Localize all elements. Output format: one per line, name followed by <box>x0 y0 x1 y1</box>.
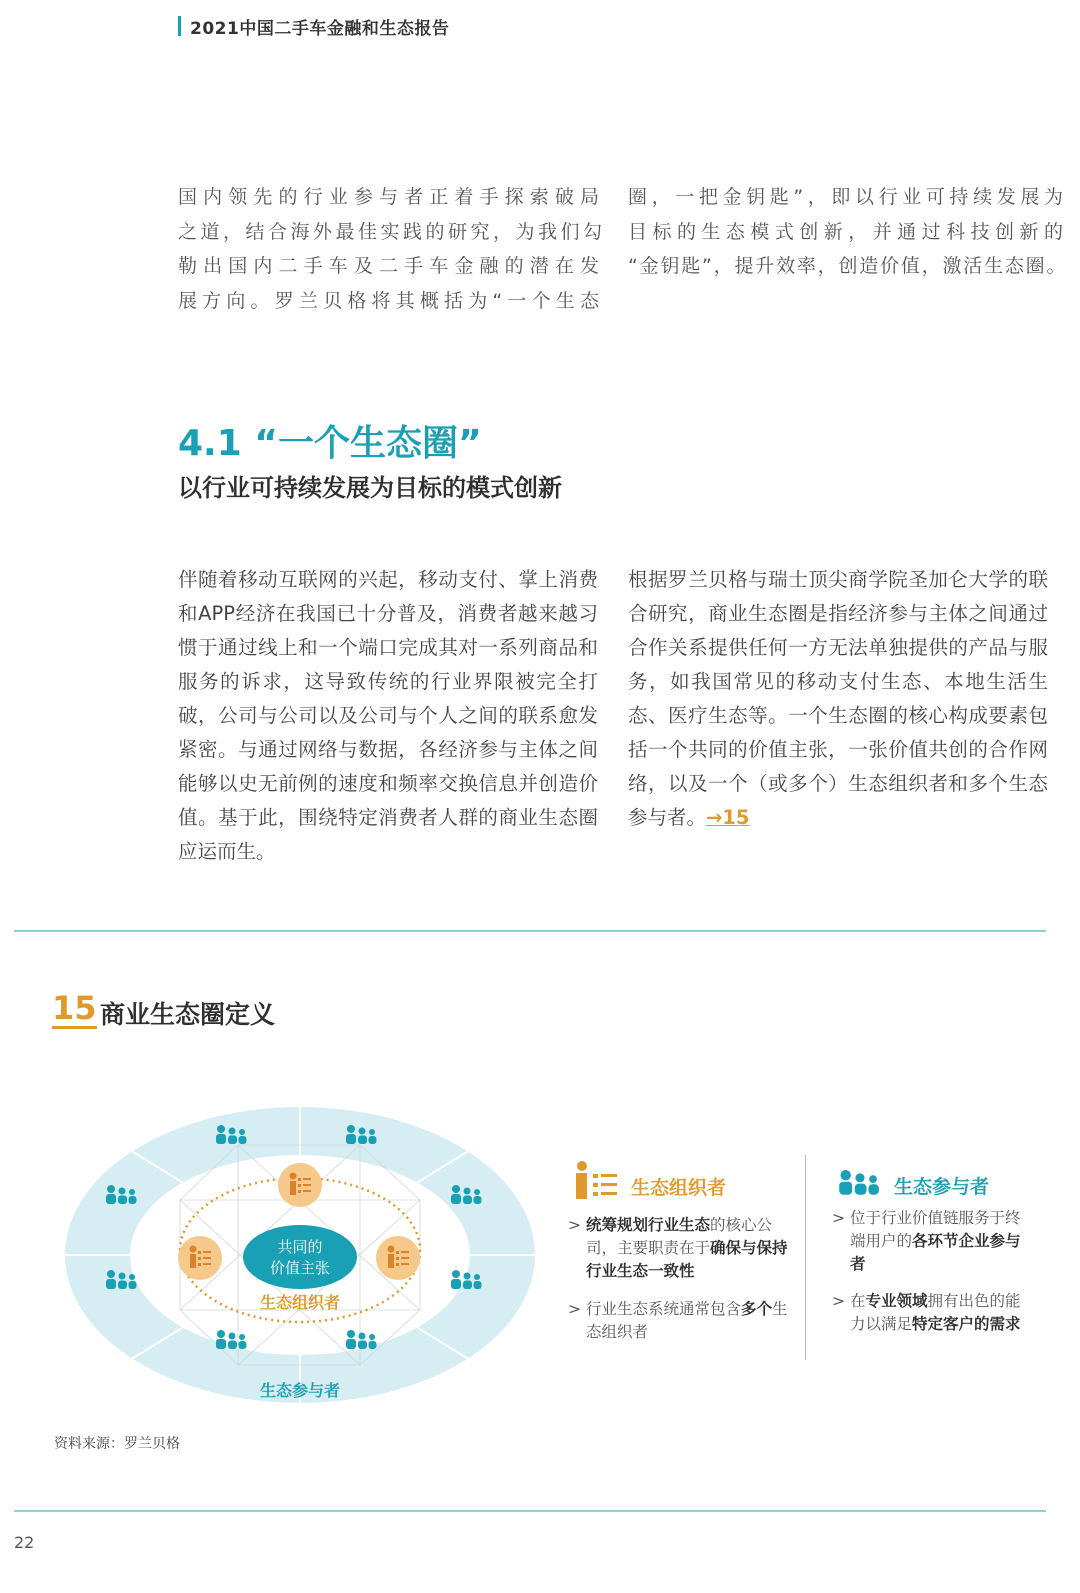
organizer-b1-mid: 的核心公司，主要职责在于 <box>586 1216 773 1257</box>
intro-line: 国内领先的行业参与者正着手探索破局 <box>178 186 603 208</box>
participant-b2-d: 特定客户的需求 <box>912 1315 1021 1333</box>
organizer-b2-pre: 行业生态系统通常包含 <box>586 1300 742 1318</box>
legend-divider <box>805 1155 806 1360</box>
header-accent-bar <box>178 16 181 36</box>
report-title: 2021中国二手车金融和生态报告 <box>190 19 450 39</box>
bullet-marker: > <box>568 1300 581 1318</box>
organizer-b2-tail: 生态组织者 <box>586 1300 788 1341</box>
section-subtitle: 以行业可持续发展为目标的模式创新 <box>178 474 562 502</box>
participant-label: 生态参与者 <box>259 1381 341 1400</box>
organizer-b1-post: 确保与保持行业生态一致性 <box>586 1239 788 1280</box>
participant-legend-title: 生态参与者 <box>894 1176 990 1198</box>
organizer-legend-icon <box>573 1160 623 1204</box>
organizer-arc-label: 生态组织者 <box>259 1293 341 1312</box>
participant-legend-icon <box>837 1170 883 1196</box>
body-right-text: 根据罗兰贝格与瑞士顶尖商学院圣加仑大学的联合研究，商业生态圈是指经济参与主体之间通过合作关系提供任何一方无法单独提供的产品与服务，如我国常见的移动支付生态、本地生活生态、医疗生态等。一个生态圈的核心构成要素包括一个共同的价值主张，一张价值共创的合作网络，以及一个（或多个）生态组织者和多个生态参与者。 <box>628 568 1048 829</box>
organizer-b1-pre: 统筹规划行业生态 <box>586 1216 711 1234</box>
intro-right-column <box>628 180 1066 284</box>
participant-b1-post: 各环节企业参与者 <box>850 1232 1021 1273</box>
section-heading: 4.1 “一个生态圈” <box>178 423 482 464</box>
figure-title: 商业生态圈定义 <box>100 1000 276 1029</box>
participant-b2-c: 拥有出色的能力以满足 <box>850 1292 1021 1333</box>
center-label-line1: 共同的 <box>277 1238 323 1256</box>
organizer-icon <box>178 1236 222 1280</box>
intro-line: 展方向。罗兰贝格将其概括为“一个生态 <box>178 289 603 312</box>
organizer-bullet-1 <box>568 1214 788 1283</box>
participant-b2-b: 专业领域 <box>865 1292 928 1310</box>
organizer-bullet-2 <box>568 1298 788 1344</box>
value-proposition-core <box>243 1225 357 1289</box>
organizer-legend-title: 生态组织者 <box>631 1177 727 1199</box>
divider-top <box>14 930 1046 932</box>
intro-left-column <box>178 180 603 318</box>
participant-b2-a: 在 <box>850 1292 866 1310</box>
organizer-b2-post: 多个 <box>741 1300 773 1318</box>
organizer-icon <box>376 1236 420 1280</box>
ecosystem-diagram <box>60 1090 560 1410</box>
intro-line: “金钥匙”，提升效率，创造价值，激活生态圈。 <box>628 255 1066 277</box>
divider-bottom <box>14 1510 1046 1512</box>
center-label-line2: 价值主张 <box>269 1259 331 1277</box>
participant-bullet-2 <box>832 1290 1032 1336</box>
intro-line: 圈，一把金钥匙”，即以行业可持续发展为 <box>628 186 1066 208</box>
participant-b1-pre: 位于行业价值链服务于终端用户的 <box>850 1209 1021 1250</box>
body-right-paragraph <box>628 563 1048 835</box>
figure-number: 15 <box>52 989 97 1027</box>
body-left-paragraph: 伴随着移动互联网的兴起，移动支付、掌上消费和APP经济在我国已十分普及，消费者越来越习惯于通过线上和一个端口完成其对一系列商品和服务的诉求，这导致传统的行业界限被完全打破，公司与公司以及公司与个人之间的联系愈发紧密。与通过网络与数据，各经济参与主体之间能够以史无前例的速度和频率交换信息并创造价值。基于此，围绕特定消费者人群的商业生态圈应运而生。 <box>178 568 598 863</box>
page-number: 22 <box>14 1533 35 1552</box>
figure-reference-link[interactable]: →15 <box>706 806 750 829</box>
figure-source: 资料来源：罗兰贝格 <box>54 1436 180 1452</box>
intro-line: 目标的生态模式创新，并通过科技创新的 <box>628 220 1066 243</box>
intro-line: 之道，结合海外最佳实践的研究，为我们勾 <box>178 220 603 243</box>
intro-line: 勒出国内二手车及二手车金融的潜在发 <box>178 255 603 277</box>
participant-bullet-1 <box>832 1207 1032 1276</box>
bullet-marker: > <box>568 1216 581 1234</box>
organizer-icon <box>278 1163 322 1207</box>
bullet-marker: > <box>832 1209 845 1227</box>
bullet-marker: > <box>832 1292 845 1310</box>
